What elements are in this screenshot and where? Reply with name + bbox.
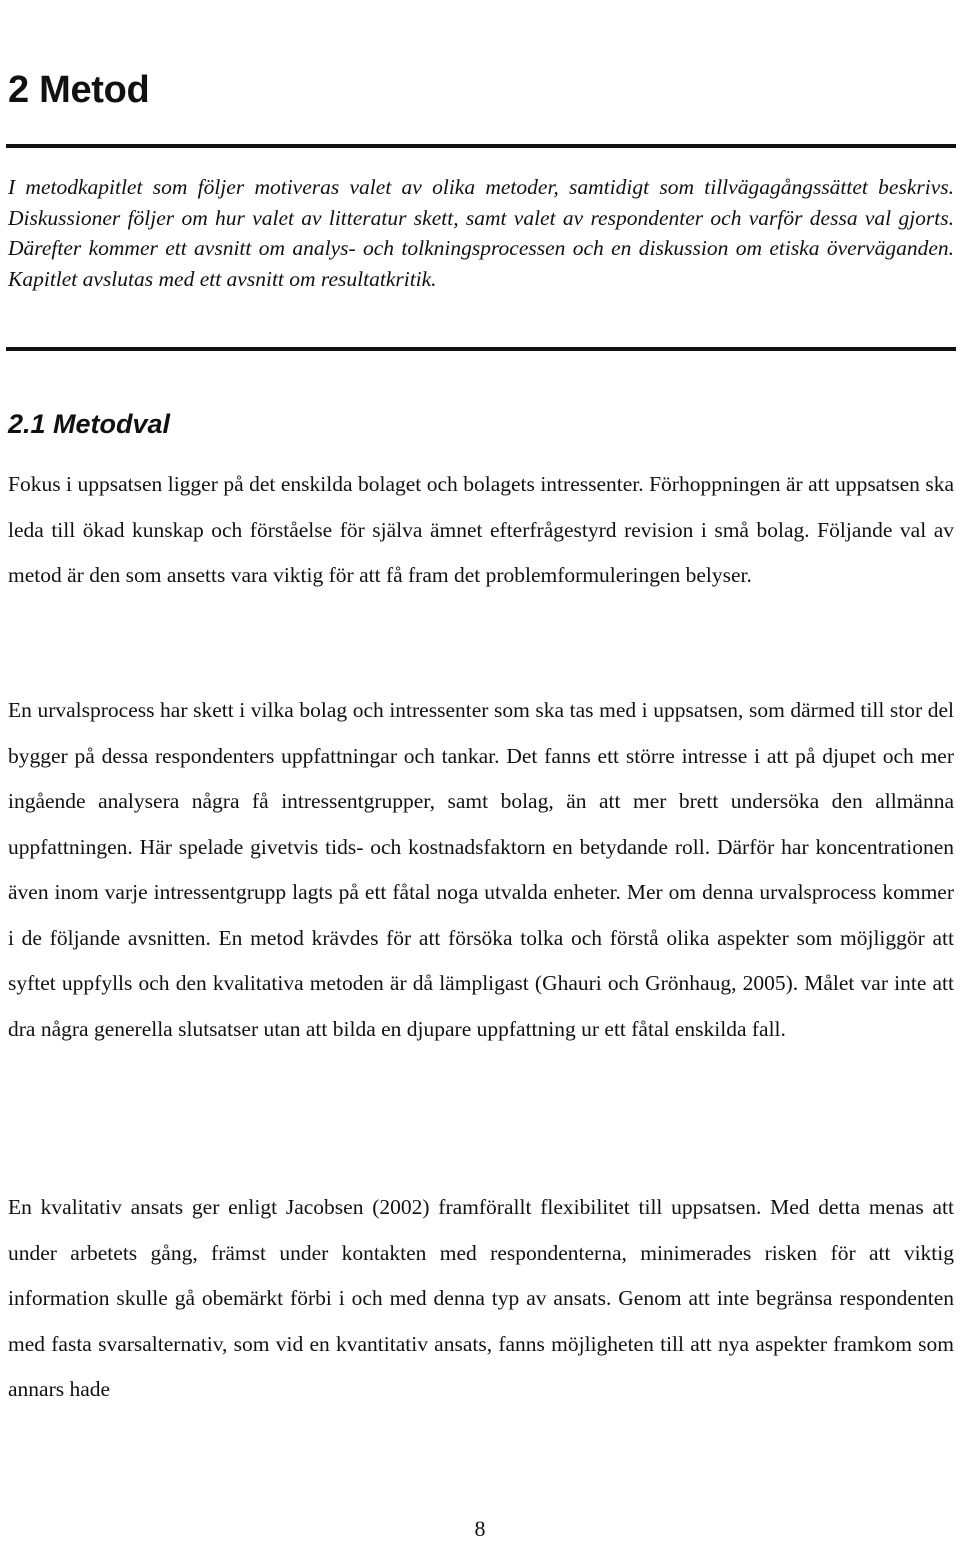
top-divider bbox=[6, 144, 956, 148]
body-paragraph: Fokus i uppsatsen ligger på det enskilda bolaget och bolagets intressenter. Förhoppningen är att uppsatsen ska leda till ökad kunskap och förståelse för själva ämnet efterfrågestyrd revision i små bolag. Följande val av metod är den som ansetts vara viktig för att få fram det problemformuleringen belyser. bbox=[8, 472, 954, 587]
bottom-divider bbox=[6, 347, 956, 351]
page-number: 8 bbox=[474, 1516, 486, 1541]
section-title: 2.1 Metodval bbox=[8, 409, 171, 439]
chapter-intro: I metodkapitlet som följer motiveras valet av olika metoder, samtidigt som tillvägagångssättet beskrivs. Diskussioner följer om hur valet av litteratur skett, samt valet av respondenter och varför dessa val gjorts. Därefter kommer ett avsnitt om analys- och tolkningsprocessen och en diskussion om etiska överväganden. Kapitlet avslutas med ett avsnitt om resultatkritik. bbox=[8, 175, 954, 291]
chapter-title: 2 Metod bbox=[8, 69, 150, 111]
body-paragraph: En urvalsprocess har skett i vilka bolag och intressenter som ska tas med i uppsatsen, som därmed till stor del bygger på dessa respondenters uppfattningar och tankar. Det fanns ett större intresse i att på djupet och mer ingående analysera några få intressentgrupper, samt bolag, än att mer brett undersöka den allmänna uppfattningen. Här spelade givetvis tids- och kostnadsfaktorn en betydande roll. Därför har koncentrationen även inom varje intressentgrupp lagts på ett fåtal noga utvalda enheter. Mer om denna urvalsprocess kommer i de följande avsnitten. En metod krävdes för att försöka tolka och förstå olika aspekter som möjliggör att syftet uppfylls och den kvalitativa metoden är då lämpligast (Ghauri och Grönhaug, 2005). Målet var inte att dra några generella slutsatser utan att bilda en djupare uppfattning ur ett fåtal enskilda fall. bbox=[8, 698, 954, 1041]
body-paragraph: En kvalitativ ansats ger enligt Jacobsen (2002) framförallt flexibilitet till uppsatsen. Med detta menas att under arbetets gång, främst under kontakten med respondenterna, minimerades risken för att viktig information skulle gå obemärkt förbi i och med denna typ av ansats. Genom att inte begränsa respondenten med fasta svarsalternativ, som vid en kvantitativ ansats, fanns möjligheten till att nya aspekter framkom som annars hade bbox=[8, 1195, 954, 1401]
